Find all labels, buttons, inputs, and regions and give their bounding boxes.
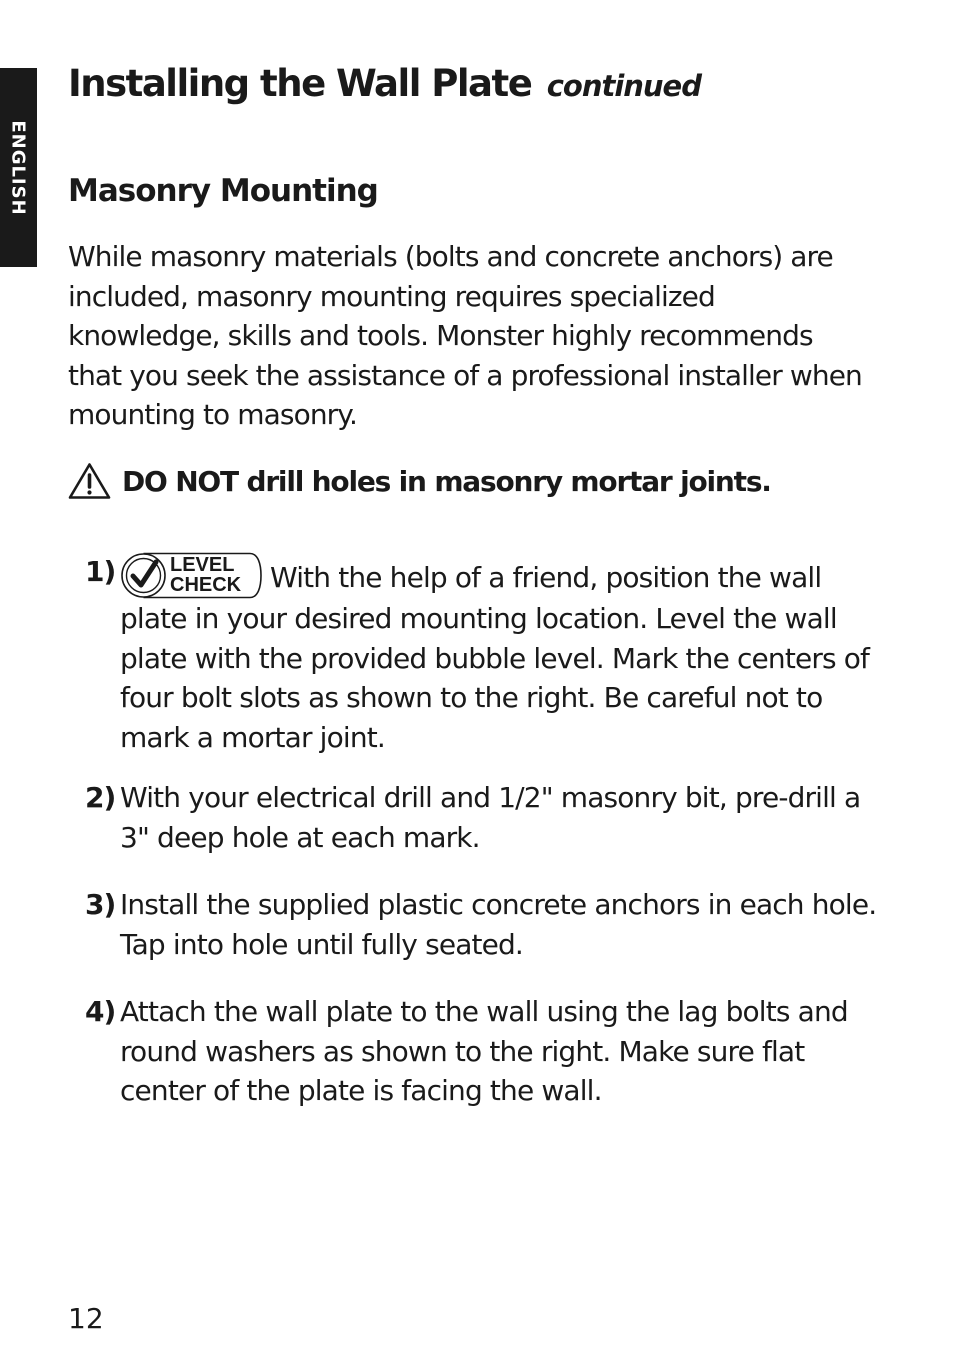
step-number: 1) — [85, 555, 116, 588]
level-check-line1: LEVEL — [170, 554, 235, 576]
warning-triangle-icon — [68, 462, 111, 500]
step-number: 4) — [85, 995, 116, 1028]
page-title-continued: continued — [546, 69, 701, 103]
step-number: 2) — [85, 781, 116, 814]
page-number: 12 — [68, 1302, 104, 1335]
intro-paragraph: While masonry materials (bolts and concrete anchors) are included, masonry mounting requires specialized knowledge, skills and tools. Monster highly recommends that you seek the assistance of a professional installer when mounting to masonry. — [68, 240, 862, 432]
step-1 — [85, 552, 885, 757]
step-3 — [85, 885, 885, 964]
step-2 — [85, 778, 885, 857]
language-label: ENGLISH — [7, 120, 29, 216]
warning-text: DO NOT drill holes in masonry mortar joints. — [122, 464, 771, 498]
level-check-badge — [120, 552, 262, 599]
step-text: With your electrical drill and 1/2" masonry bit, pre-drill a 3" deep hole at each mark. — [120, 781, 861, 854]
language-tab — [0, 68, 37, 267]
step-4 — [85, 992, 885, 1111]
section-heading: Masonry Mounting — [68, 173, 378, 209]
level-check-line2: CHECK — [170, 574, 242, 596]
warning-note — [68, 456, 771, 506]
step-number: 3) — [85, 888, 116, 921]
step-text: Attach the wall plate to the wall using the lag bolts and round washers as shown to the right. Make sure flat center of the plate is facing the wall. — [120, 995, 848, 1108]
page-title — [68, 62, 701, 106]
step-text: With the help of a friend, position the wall plate in your desired mounting location. Level the wall plate with the provided bubble level. Mark the centers of four bolt slots as shown to the right. Be careful not to mark a mortar joint. — [120, 561, 870, 754]
page-title-text: Installing the Wall Plate — [68, 62, 532, 105]
step-text: Install the supplied plastic concrete anchors in each hole. Tap into hole until fully seated. — [120, 888, 877, 961]
